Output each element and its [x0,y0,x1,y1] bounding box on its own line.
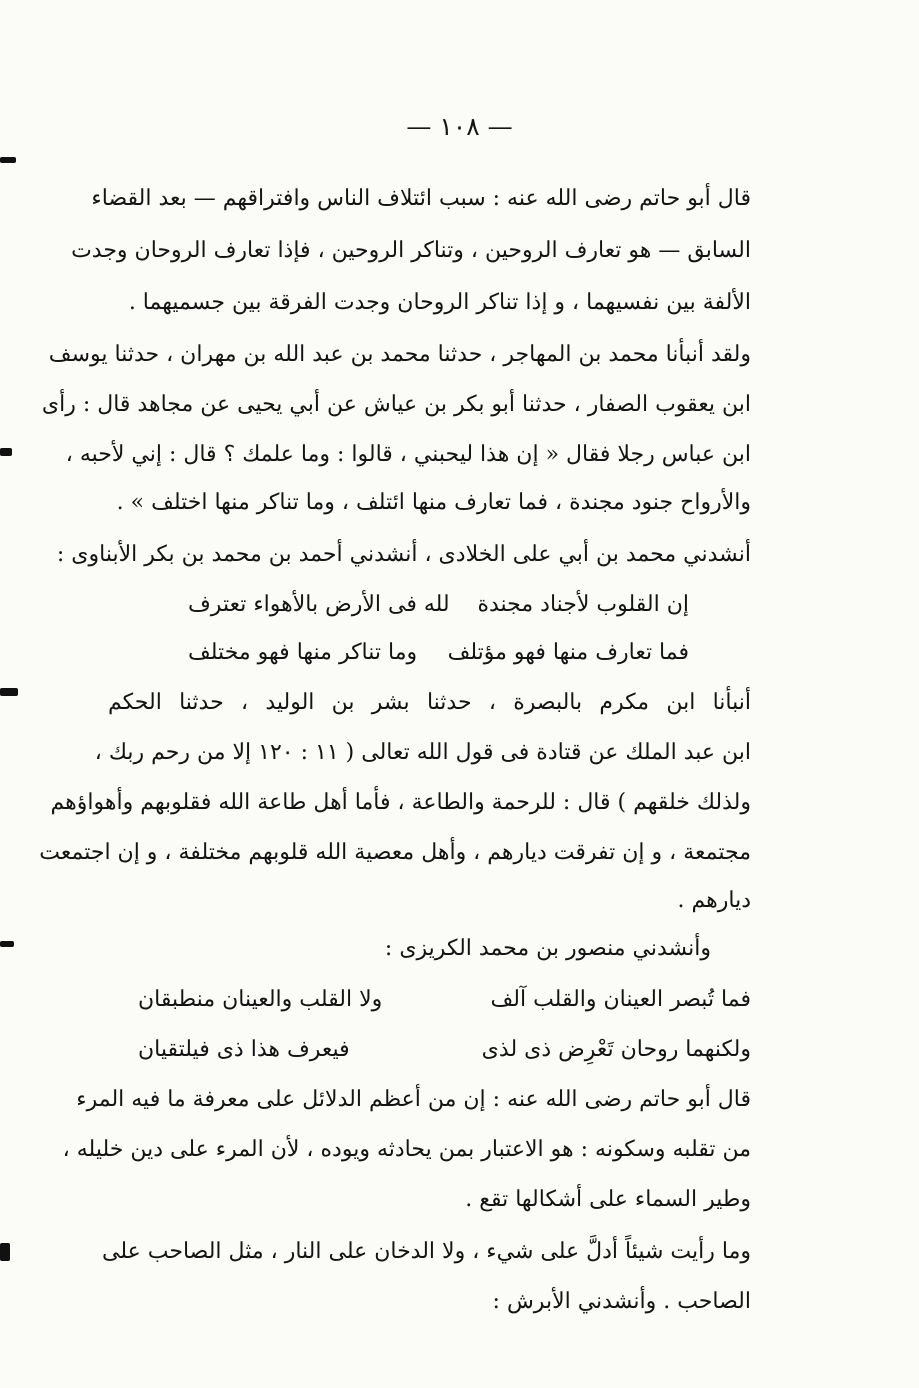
verse-hemistich-right: فما تعارف منها فهو مؤتلف [447,640,689,665]
verse-hemistich-left: وما تناكر منها فهو مختلف [188,640,418,665]
text-line: السابق — هو تعارف الروحين ، وتناكر الروحين ، فإذا تعارف الروحان وجدت [71,238,751,263]
text-line: وأنشدني منصور بن محمد الكريزى : [384,936,711,961]
text-line: وطير السماء على أشكالها تقع . [465,1187,751,1212]
text-line: أنشدني محمد بن أبي على الخلادى ، أنشدني أحمد بن محمد بن بكر الأبناوى : [56,542,751,567]
text-line: ابن يعقوب الصفار ، حدثنا أبو بكر بن عياش عن أبي يحيى عن مجاهد قال : رأى [41,392,751,417]
text-line: ابن عبد الملك عن قتادة فى قول الله تعالى ( ١١ : ١٢٠ إلا من رحم ربك ، [94,740,751,765]
text-line: ديارهم . [677,888,751,913]
text-line: أنبأنا ابن مكرم بالبصرة ، حدثنا بشر بن الوليد ، حدثنا الحكم [108,690,751,715]
scan-edge-mark [0,941,14,947]
text-line: ولذلك خلقهم ) قال : للرحمة والطاعة ، فأما أهل طاعة الله فقلوبهم وأهواؤهم [50,790,751,815]
text-line: قال أبو حاتم رضى الله عنه : إن من أعظم الدلائل على معرفة ما فيه المرء [76,1087,751,1112]
text-line: ولقد أنبأنا محمد بن المهاجر ، حدثنا محمد بن عبد الله بن مهران ، حدثنا يوسف [48,342,751,367]
verse-hemistich-right: فما تُبصر العينان والقلب آلف [490,987,751,1012]
verse-hemistich-left: ولا القلب والعينان منطبقان [138,987,383,1012]
text-line: الصاحب . وأنشدني الأبرش : [492,1289,751,1314]
scan-edge-mark [0,688,18,696]
verse-hemistich-left: فيعرف هذا ذى فيلتقيان [138,1037,350,1062]
text-line: ابن عباس رجلا فقال « إن هذا ليحبني ، قالوا : وما علمك ؟ قال : إني لأحبه ، [65,442,751,467]
verse-hemistich-right: إن القلوب لأجناد مجندة [477,592,689,617]
scan-edge-mark [0,1243,10,1261]
verse-hemistich-left: لله فى الأرض بالأهواء تعترف [188,592,450,617]
text-line: والأرواح جنود مجندة ، فما تعارف منها ائتلف ، وما تناكر منها اختلف » . [116,490,751,515]
text-line: وما رأيت شيئاً أدلَّ على شيء ، ولا الدخان على النار ، مثل الصاحب على [102,1239,751,1264]
text-line: قال أبو حاتم رضى الله عنه : سبب ائتلاف الناس وافتراقهم — بعد القضاء [91,186,751,211]
scan-edge-mark [0,157,16,163]
text-line: من تقلبه وسكونه : هو الاعتبار بمن يحادثه ويوده ، لأن المرء على دين خليله ، [62,1137,751,1162]
verse-hemistich-right: ولكنهما روحان تَعْرِض ذى لذى [481,1037,751,1062]
page-number: — ١٠٨ — [406,112,513,141]
text-line: الألفة بين نفسيهما ، و إذا تناكر الروحان وجدت الفرقة بين جسميهما . [128,290,751,315]
text-line: مجتمعة ، و إن تفرقت ديارهم ، وأهل معصية الله قلوبهم مختلفة ، و إن اجتمعت [39,840,751,865]
scan-edge-mark [0,448,12,456]
